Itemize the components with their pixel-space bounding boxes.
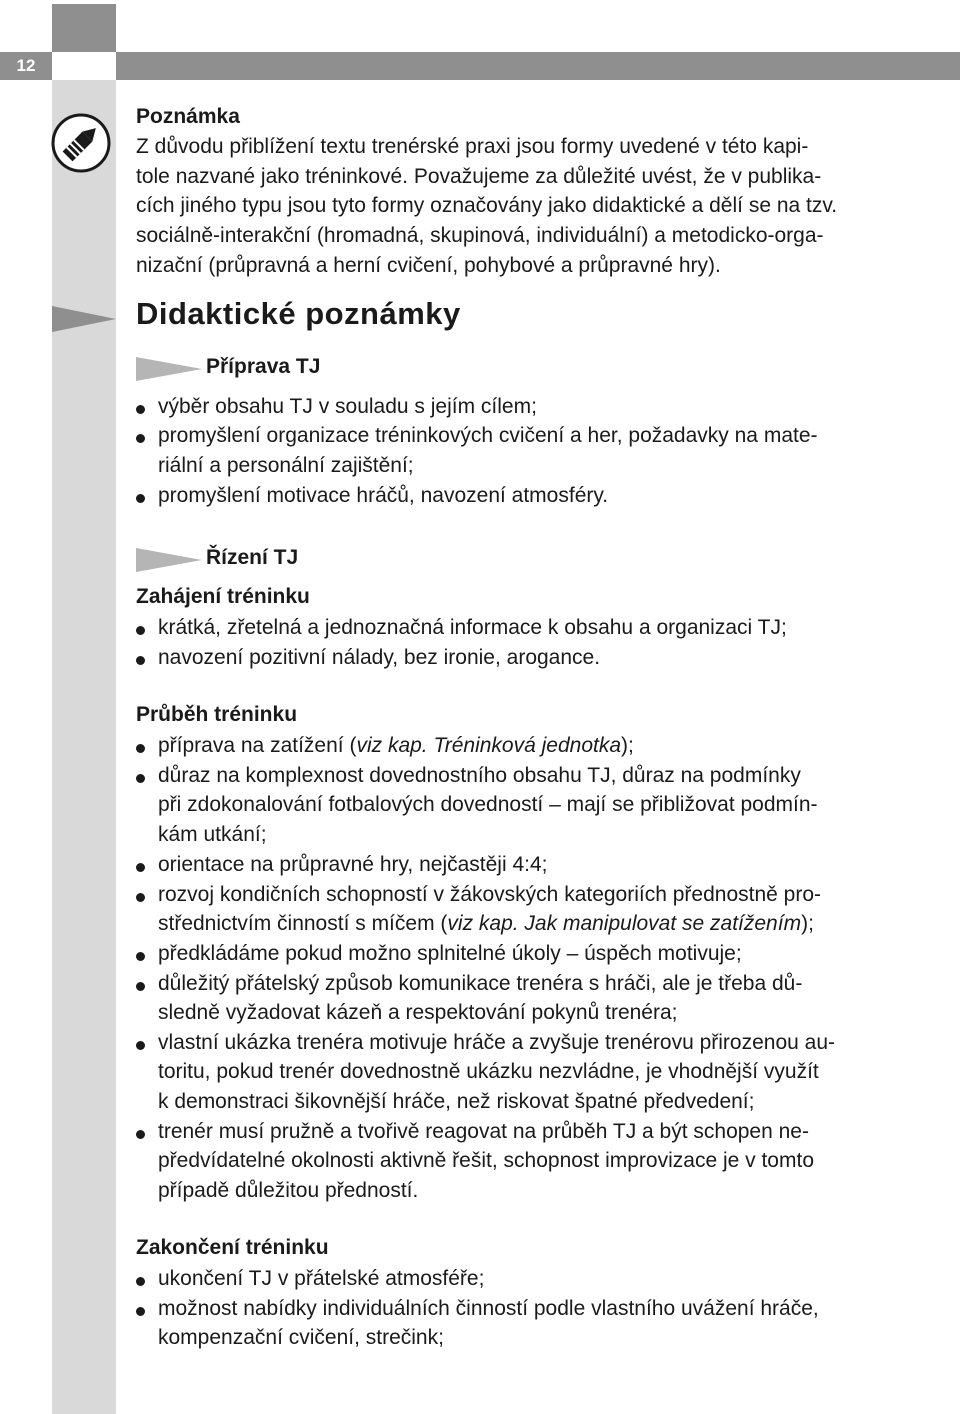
note-line: sociálně-interakční (hromadná, skupinová, individuální) a metodicko-orga- bbox=[136, 224, 824, 247]
bullet bbox=[136, 1130, 145, 1139]
list-item: vlastní ukázka trenéra motivuje hráče a zvyšuje trenérovu přirozenou au- bbox=[158, 1031, 836, 1054]
list-item-cont: případě důležitou předností. bbox=[158, 1179, 419, 1202]
list-item: výběr obsahu TJ v souladu s jejím cílem; bbox=[158, 395, 537, 418]
bullet bbox=[136, 863, 145, 872]
list-item: možnost nabídky individuálních činností podle vlastního uvážení hráče, bbox=[158, 1297, 819, 1320]
note-line: cích jiného typu jsou tyto formy označovány jako didaktické a dělí se na tzv. bbox=[136, 194, 838, 217]
list-item: předkládáme pokud možno splnitelné úkoly – úspěch motivuje; bbox=[158, 942, 742, 965]
list-item: promyšlení organizace tréninkových cvičení a her, požadavky na mate- bbox=[158, 424, 818, 447]
list-item-cont: toritu, pokud trenér dovednostně ukázku nezvládne, je vhodnější využít bbox=[158, 1060, 819, 1083]
subsection-marker-icon bbox=[136, 357, 202, 381]
header-bar bbox=[116, 52, 960, 80]
zakonceni-title: Zakončení tréninku bbox=[136, 1236, 329, 1259]
list-item: krátká, zřetelná a jednoznačná informace k obsahu a organizaci TJ; bbox=[158, 616, 787, 639]
subsection-marker-icon bbox=[136, 548, 202, 572]
bullet bbox=[136, 656, 145, 665]
bullet bbox=[136, 405, 145, 414]
bullet bbox=[136, 1041, 145, 1050]
bullet bbox=[136, 744, 145, 753]
note-line: nizační (průpravná a herní cvičení, pohybové a průpravné hry). bbox=[136, 254, 721, 277]
list-item: navození pozitivní nálady, bez ironie, arogance. bbox=[158, 646, 601, 669]
list-item: orientace na průpravné hry, nejčastěji 4:4; bbox=[158, 853, 548, 876]
section-marker-icon bbox=[52, 306, 116, 332]
bullet bbox=[136, 952, 145, 961]
section-title: Didaktické poznámky bbox=[136, 296, 461, 331]
zahajeni-title: Zahájení tréninku bbox=[136, 585, 310, 608]
list-item: rozvoj kondičních schopností v žákovských kategoriích přednostně pro- bbox=[158, 883, 822, 906]
note-line: tole nazvané jako tréninkové. Považujeme za důležité uvést, že v publika- bbox=[136, 165, 822, 188]
bullet bbox=[136, 494, 145, 503]
list-item: promyšlení motivace hráčů, navození atmosféry. bbox=[158, 484, 609, 507]
bullet bbox=[136, 982, 145, 991]
list-item: důraz na komplexnost dovednostního obsahu TJ, důraz na podmínky bbox=[158, 764, 801, 787]
list-item-cont: předvídatelné okolnosti aktivně řešit, schopnost improvizace je v tomto bbox=[158, 1149, 814, 1172]
corner-block bbox=[52, 4, 116, 52]
list-item-cont: kompenzační cvičení, strečink; bbox=[158, 1326, 444, 1349]
note-line: Z důvodu přiblížení textu trenérské praxi jsou formy uvedené v této kapi- bbox=[136, 135, 809, 158]
list-item: ukončení TJ v přátelské atmosféře; bbox=[158, 1267, 485, 1290]
list-item: důležitý přátelský způsob komunikace trenéra s hráči, ale je třeba dů- bbox=[158, 972, 803, 995]
bullet bbox=[136, 434, 145, 443]
list-item: trenér musí pružně a tvořivě reagovat na průběh TJ a být schopen ne- bbox=[158, 1120, 809, 1143]
subsection-title-priprava: Příprava TJ bbox=[206, 355, 321, 378]
pencil-note-icon bbox=[50, 112, 112, 174]
bullet bbox=[136, 774, 145, 783]
list-item-cont: k demonstraci šikovnější hráče, než riskovat špatné předvedení; bbox=[158, 1090, 755, 1113]
bullet bbox=[136, 1277, 145, 1286]
side-strip bbox=[52, 80, 116, 1414]
list-item-cont: sledně vyžadovat kázeň a respektování pokynů trenéra; bbox=[158, 1001, 678, 1024]
page-number: 12 bbox=[16, 56, 36, 75]
bullet bbox=[136, 893, 145, 902]
list-item-cont: při zdokonalování fotbalových dovedností – mají se přibližovat podmín- bbox=[158, 793, 818, 816]
list-item-cont: kám utkání; bbox=[158, 823, 267, 846]
bullet bbox=[136, 626, 145, 635]
list-item: příprava na zatížení (viz kap. Tréninková jednotka); bbox=[158, 734, 634, 757]
bullet bbox=[136, 1307, 145, 1316]
list-item-cont: střednictvím činností s míčem (viz kap. Jak manipulovat se zatížením); bbox=[158, 912, 814, 935]
note-title: Poznámka bbox=[136, 105, 240, 128]
prubeh-title: Průběh tréninku bbox=[136, 703, 298, 726]
subsection-title-rizeni: Řízení TJ bbox=[206, 546, 299, 569]
list-item-cont: riální a personální zajištění; bbox=[158, 454, 414, 477]
